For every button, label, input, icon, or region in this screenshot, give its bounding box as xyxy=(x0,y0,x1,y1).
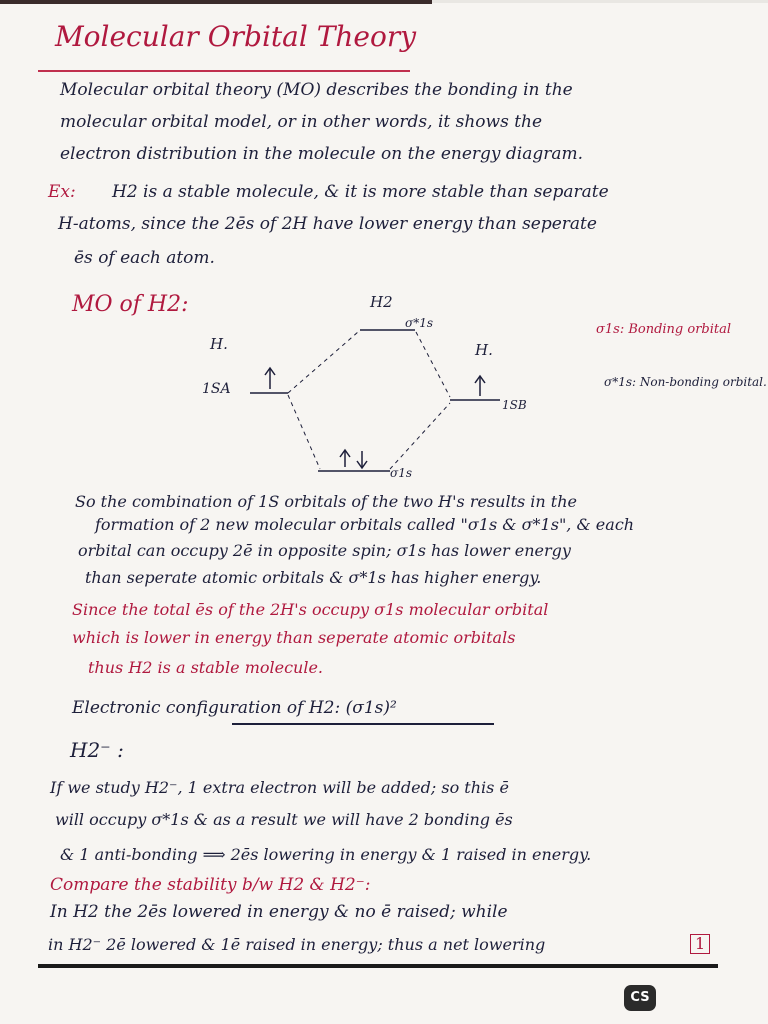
connector xyxy=(416,332,450,397)
page-number-box xyxy=(690,934,710,954)
legend-nonbonding: σ*1s: Non-bonding orbital. xyxy=(604,375,767,389)
left-orbital-label: 1SA xyxy=(202,381,231,397)
page-top-shadow xyxy=(0,0,432,4)
since-line: which is lower in energy than seperate atomic orbitals xyxy=(72,628,516,647)
example-line: H-atoms, since the 2ēs of 2H have lower energy than seperate xyxy=(58,214,597,234)
compare-line: In H2 the 2ēs lowered in energy & no ē raised; while xyxy=(50,902,508,922)
camscanner-badge[interactable]: CS xyxy=(624,985,656,1011)
title-underline xyxy=(38,70,410,72)
connector xyxy=(390,403,450,469)
mo-energy-diagram xyxy=(190,285,600,490)
page-title: Molecular Orbital Theory xyxy=(55,20,417,53)
example-line: ēs of each atom. xyxy=(74,248,215,268)
combination-line: than seperate atomic orbitals & σ*1s has higher energy. xyxy=(85,568,542,587)
since-line: Since the total ēs of the 2H's occupy σ1s molecular orbital xyxy=(72,600,549,619)
diagram-heading: MO of H2: xyxy=(72,292,189,317)
antibonding-label: σ*1s xyxy=(405,316,433,330)
combination-line: orbital can occupy 2ē in opposite spin; σ1s has lower energy xyxy=(78,541,571,560)
intro-line: molecular orbital model, or in other words, it shows the xyxy=(60,112,543,132)
h2minus-line: If we study H2⁻, 1 extra electron will be added; so this ē xyxy=(50,778,509,797)
h2minus-line: & 1 anti-bonding ⟹ 2ēs lowering in energy & 1 raised in energy. xyxy=(60,845,592,864)
example-label: Ex: xyxy=(48,182,76,202)
compare-heading: Compare the stability b/w H2 & H2⁻: xyxy=(50,875,371,895)
example-line: H2 is a stable molecule, & it is more stable than separate xyxy=(112,182,609,202)
legend-bonding: σ1s: Bonding orbital xyxy=(596,322,732,337)
connector xyxy=(288,395,320,469)
bonding-label: σ1s xyxy=(390,466,412,480)
right-atom-label: H. xyxy=(475,341,493,359)
config-underline xyxy=(232,723,494,725)
since-line: thus H2 is a stable molecule. xyxy=(88,658,324,677)
electronic-configuration: Electronic configuration of H2: (σ1s)² xyxy=(72,698,397,718)
right-orbital-label: 1SB xyxy=(502,398,527,412)
page-number: 1 xyxy=(690,934,710,954)
intro-line: electron distribution in the molecule on the energy diagram. xyxy=(60,144,584,164)
molecule-label: H2 xyxy=(370,293,393,311)
left-atom-label: H. xyxy=(210,335,228,353)
compare-line: in H2⁻ 2ē lowered & 1ē raised in energy; thus a net lowering xyxy=(48,935,546,954)
h2minus-line: will occupy σ*1s & as a result we will have 2 bonding ēs xyxy=(55,810,513,829)
bottom-rule xyxy=(38,964,718,968)
intro-line: Molecular orbital theory (MO) describes the bonding in the xyxy=(60,80,573,100)
combination-line: So the combination of 1S orbitals of the two H's results in the xyxy=(75,492,578,511)
combination-line: formation of 2 new molecular orbitals called "σ1s & σ*1s", & each xyxy=(95,515,635,534)
h2minus-heading: H2⁻ : xyxy=(70,738,124,762)
connector xyxy=(288,332,358,393)
